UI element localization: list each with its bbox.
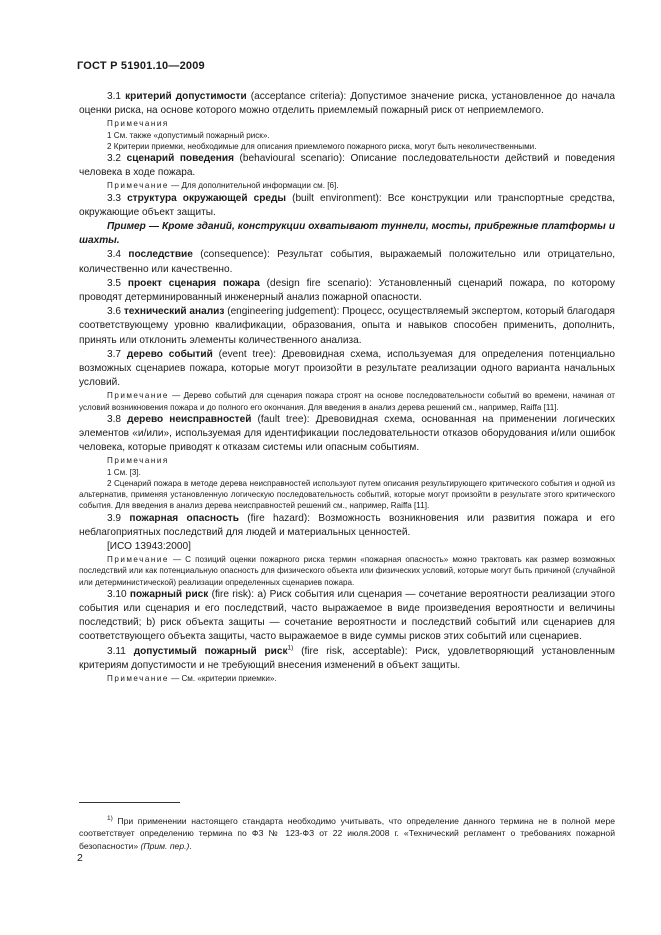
clause-3-10: 3.10 пожарный риск (fire risk): a) Риск события или сценария — сочетание вероятности реализации этого события или сценария и его последствий, часто выражаемое в виде произведения вероятности и величины последствий; b) риск объекта защиты — сочетание вероятности и последствий событий или сценариев для соответствующего объекта защиты, часто выражаемое в виде суммы рисков этих событий или сценариев.: [79, 588, 615, 643]
clause-3-2: 3.2 сценарий поведения (behavioural scenario): Описание последовательности действий и поведения человека в ходе пожара.: [79, 153, 615, 179]
footnote-divider: [79, 802, 180, 803]
clause-3-9: 3.9 пожарная опасность (fire hazard): Возможность возникновения или развития пожара и его неблагоприятных последствий для людей и материальных ценностей.: [79, 512, 615, 538]
document-header: ГОСТ Р 51901.10—2009: [77, 60, 205, 72]
footnote-marker: 1): [287, 644, 294, 652]
term: структура окружающей среды: [127, 192, 287, 204]
reference: [ИСО 13943:2000]: [107, 540, 191, 552]
note-item: 1 См. также «допустимый пожарный риск».: [107, 130, 270, 140]
page-number: 2: [77, 852, 83, 864]
note-label: Примечания: [107, 456, 169, 466]
term: дерево событий: [126, 348, 213, 360]
term: пожарный риск: [129, 588, 209, 600]
clause-3-5: 3.5 проект сценария пожара (design fire scenario): Установленный сценарий пожара, по которому проводят детерминированный инженерный анализ пожарной опасности.: [79, 277, 615, 304]
clause-3-11: 3.11 допустимый пожарный риск$^{1)}$ (fire risk, acceptable): Риск, удовлетворяющий установленным критериям допустимости и не требующий внесения изменений в объект защиты.: [79, 644, 615, 671]
note-item: 1 См. [3].: [107, 467, 141, 477]
term: сценарий поведения: [126, 153, 234, 165]
note-item: 2 Сценарий пожара в методе дерева неисправностей используют путем описания результирующего критического события и одной из альтернатив, применяя установленную логическую последовательность событий, которые могут произойти в результате этого критического события. Для введения в анализ дерева неисправностей решений см., например, Raiffa [11].: [79, 478, 615, 511]
term: технический анализ: [123, 306, 225, 318]
note: Примечание — См. «критерии приемки».: [107, 673, 277, 683]
clause-3-1: 3.1 критерий допустимости (acceptance criteria): Допустимое значение риска, установленное до начала оценки риска, на основе которого можно отделить приемлемый пожарный риск от неприемлемого.: [79, 91, 615, 117]
term: допустимый пожарный риск: [133, 645, 288, 657]
note: Примечание — С позиций оценки пожарного риска термин «пожарная опасность» можно трактовать как размер возможных последствий или как потенциальную опасность для физического объекта или физических условий, которые могут быть причиной (случайной или детерминистической) реализации определенных сценариев пожара.: [79, 555, 615, 587]
term: дерево неисправностей: [127, 413, 252, 425]
note-label: Примечания: [107, 119, 169, 129]
clause-3-6: 3.6 технический анализ (engineering judgement): Процесс, осуществляемый экспертом, который благодаря соответствующему уровню квалификации, образования, опыта и навыков способен применить, дополнить, принять или отклонить элементы количественного анализа.: [79, 306, 615, 346]
footnote-marker: 1): [107, 814, 113, 822]
term: критерий допустимости: [125, 91, 247, 102]
footnote: $^{1)}$ При применении настоящего стандарта необходимо учитывать, что определение данного термина не в полной мере соответствует определению термина по ФЗ № 123-ФЗ от 22 июля.2008 г. «Технический регламент о требованиях пожарной безопасности» (Прим. пер.).: [79, 814, 616, 851]
term: проект сценария пожара: [127, 277, 260, 289]
term: последствие: [128, 249, 193, 261]
term: пожарная опасность: [129, 512, 239, 524]
note: Примечание — Для дополнительной информации см. [6].: [107, 181, 339, 191]
clause-3-4: 3.4 последствие (consequence): Результат события, выражаемый положительно или отрицательно, количественно или качественно.: [79, 249, 616, 275]
example: Пример — Кроме зданий, конструкции охватывают туннели, мосты, прибрежные платформы и шахты.: [79, 221, 615, 247]
document-body: [79, 90, 615, 684]
clause-3-8: 3.8 дерево неисправностей (fault tree): Древовидная схема, основанная на применении логических элементов «и/или», используемая для идентификации последовательности отказов оборудования и/или ошибок человека, которые приводят к отказам системы или опасным событиям.: [79, 413, 615, 454]
note-item: 2 Критерии приемки, необходимые для описания приемлемого пожарного риска, могут быть неколичественными.: [107, 141, 537, 151]
note: Примечание — Дерево событий для сценария пожара строят на основе последовательности событий во времени, начиная от условий возникновения пожара и до полного его окончания. Для введения в анализ дерева решений см., например, Raiffa [11].: [79, 391, 615, 412]
clause-3-3: 3.3 структура окружающей среды (built environment): Все конструкции или транспортные средства, окружающие объект защиты.: [79, 192, 615, 218]
clause-3-7: 3.7 дерево событий (event tree): Древовидная схема, используемая для определения потенциально возможных сценариев пожара, которые могут произойти в результате реализации одного варианта начальных условий.: [79, 348, 615, 389]
